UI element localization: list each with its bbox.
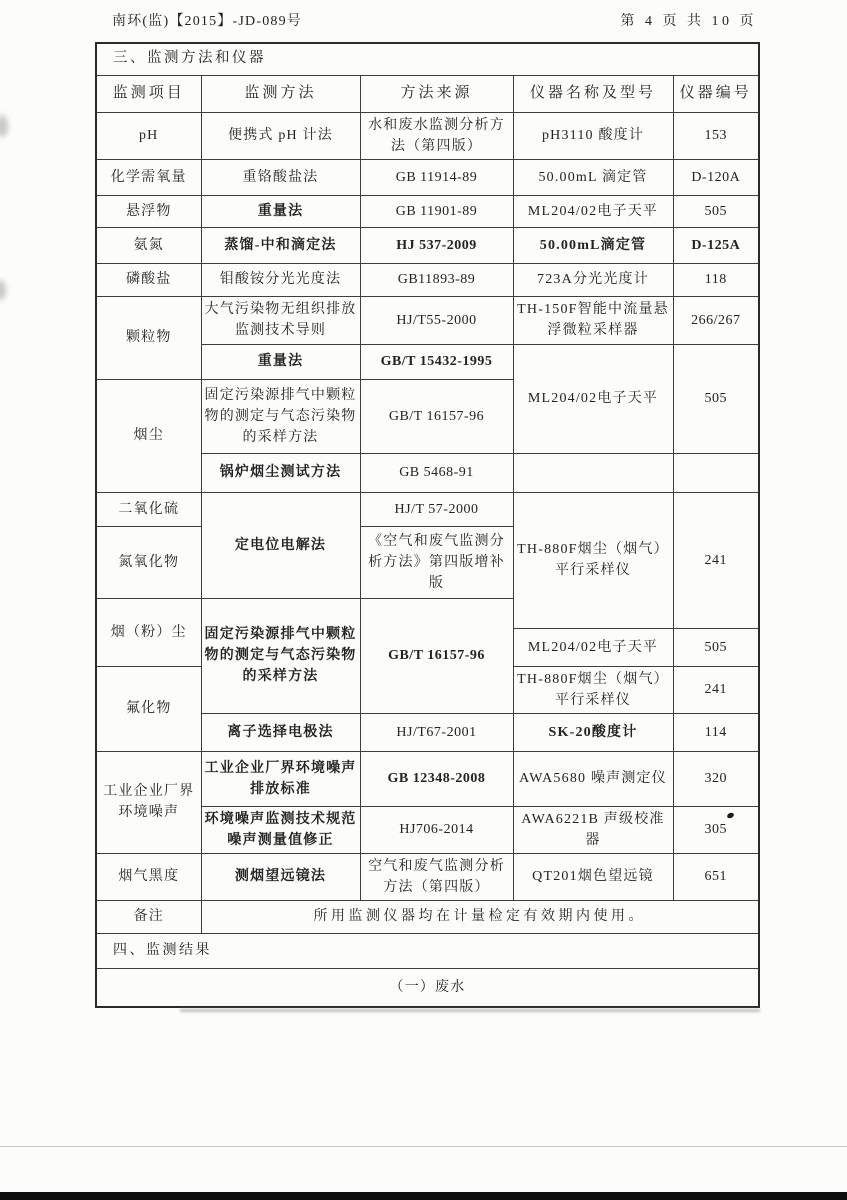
- cell-fluoride-item: 氟化物: [96, 666, 201, 751]
- cell-ion-instrument: SK-20酸度计: [513, 713, 673, 751]
- table-row: [96, 296, 759, 344]
- cell-ion-source: HJ/T67-2001: [360, 713, 513, 751]
- cell-so2-method: 定电位电解法: [201, 492, 360, 598]
- cell-blackness-number: 651: [673, 853, 759, 900]
- header-instrument: 仪器名称及型号: [513, 75, 673, 112]
- cell-boiler-source: GB 5468-91: [360, 453, 513, 492]
- cell-soot-source: GB/T 16157-96: [360, 379, 513, 453]
- cell-soot-item: 烟尘: [96, 379, 201, 492]
- cell-blackness-source: 空气和废气监测分析方法（第四版）: [360, 853, 513, 900]
- cell-blackness-method: 测烟望远镜法: [201, 853, 360, 900]
- cell-ph-method: 便携式 pH 计法: [201, 112, 360, 159]
- cell-cod-instrument: 50.00mL 滴定管: [513, 159, 673, 195]
- cell-nh3-method: 蒸馏-中和滴定法: [201, 227, 360, 263]
- cell-nh3-instrument: 50.00mL滴定管: [513, 227, 673, 263]
- cell-pm-method: 大气污染物无组织排放监测技术导则: [201, 296, 360, 344]
- cell-pm2-source: GB/T 15432-1995: [360, 344, 513, 379]
- cell-ph-instrument: pH3110 酸度计: [513, 112, 673, 159]
- cell-boiler-instrument-empty: [513, 453, 673, 492]
- cell-boiler-method: 锅炉烟尘测试方法: [201, 453, 360, 492]
- cell-noise-number: 320: [673, 751, 759, 806]
- cell-cod-source: GB 11914-89: [360, 159, 513, 195]
- remark-text: 所用监测仪器均在计量检定有效期内使用。: [201, 900, 759, 933]
- cell-fluoride-number: 241: [673, 666, 759, 713]
- cell-so2-item: 二氧化硫: [96, 492, 201, 526]
- cell-ion-number: 114: [673, 713, 759, 751]
- page-indicator: 第 4 页 共 10 页: [620, 14, 757, 29]
- cell-noise2-number: 305: [673, 806, 759, 853]
- cell-dust-source: GB/T 16157-96: [360, 598, 513, 713]
- cell-noise2-method: 环境噪声监测技术规范噪声测量值修正: [201, 806, 360, 853]
- cell-so2-source: HJ/T 57-2000: [360, 492, 513, 526]
- cell-ph-item: pH: [96, 112, 201, 159]
- scan-smudge: [0, 280, 6, 300]
- cell-ion-method: 离子选择电极法: [201, 713, 360, 751]
- cell-so2-number: 241: [673, 492, 759, 628]
- cell-blackness-instrument: QT201烟色望远镜: [513, 853, 673, 900]
- cell-fluoride-instrument: TH-880F烟尘（烟气）平行采样仪: [513, 666, 673, 713]
- cell-cod-method: 重铬酸盐法: [201, 159, 360, 195]
- scan-smudge: [0, 115, 8, 137]
- table-row: [96, 751, 759, 806]
- section3-title: 三、监测方法和仪器: [96, 43, 759, 75]
- scan-bottom-bar: [0, 1192, 847, 1200]
- cell-ss-instrument: ML204/02电子天平: [513, 195, 673, 227]
- cell-ss-method: 重量法: [201, 195, 360, 227]
- table-row: [96, 112, 759, 159]
- cell-soot-method: 固定污染源排气中颗粒物的测定与气态污染物的采样方法: [201, 379, 360, 453]
- section3-title-row: [96, 43, 759, 75]
- cell-pm2-method: 重量法: [201, 344, 360, 379]
- cell-nh3-item: 氨氮: [96, 227, 201, 263]
- cell-pm2-instrument: ML204/02电子天平: [513, 344, 673, 453]
- cell-so2-instrument: TH-880F烟尘（烟气）平行采样仪: [513, 492, 673, 628]
- table-header-row: [96, 75, 759, 112]
- cell-nox-item: 氮氧化物: [96, 526, 201, 598]
- header-method: 监测方法: [201, 75, 360, 112]
- cell-ph-number: 153: [673, 112, 759, 159]
- table-row: [96, 263, 759, 296]
- header-item: 监测项目: [96, 75, 201, 112]
- cell-pm-instrument: TH-150F智能中流量悬浮微粒采样器: [513, 296, 673, 344]
- table-row: [96, 492, 759, 526]
- cell-pm-item: 颗粒物: [96, 296, 201, 379]
- cell-ss-number: 505: [673, 195, 759, 227]
- cell-cod-item: 化学需氧量: [96, 159, 201, 195]
- table-row: [96, 853, 759, 900]
- section4-subsection: （一）废水: [96, 968, 759, 1007]
- remark-row: [96, 900, 759, 933]
- cell-pm-number: 266/267: [673, 296, 759, 344]
- cell-noise2-source: HJ706-2014: [360, 806, 513, 853]
- monitoring-methods-table: [95, 42, 760, 1008]
- remark-label: 备注: [96, 900, 201, 933]
- cell-po4-method: 钼酸铵分光光度法: [201, 263, 360, 296]
- cell-noise2-instrument: AWA6221B 声级校准器: [513, 806, 673, 853]
- cell-po4-source: GB11893-89: [360, 263, 513, 296]
- header-number: 仪器编号: [673, 75, 759, 112]
- section4-subsection-row: [96, 968, 759, 1007]
- cell-ph-source: 水和废水监测分析方法（第四版）: [360, 112, 513, 159]
- scan-edge-line: [0, 1146, 847, 1147]
- monitoring-table-wrapper: [95, 42, 760, 1012]
- cell-dust2-instrument: ML204/02电子天平: [513, 628, 673, 666]
- cell-po4-number: 118: [673, 263, 759, 296]
- cell-noise-item: 工业企业厂界环境噪声: [96, 751, 201, 853]
- cell-po4-item: 磷酸盐: [96, 263, 201, 296]
- header-source: 方法来源: [360, 75, 513, 112]
- cell-nox-source: 《空气和废气监测分析方法》第四版增补版: [360, 526, 513, 598]
- cell-cod-number: D-120A: [673, 159, 759, 195]
- cell-po4-instrument: 723A分光光度计: [513, 263, 673, 296]
- table-row: [96, 159, 759, 195]
- cell-dust-method: 固定污染源排气中颗粒物的测定与气态污染物的采样方法: [201, 598, 360, 713]
- cell-ss-item: 悬浮物: [96, 195, 201, 227]
- cell-blackness-item: 烟气黑度: [96, 853, 201, 900]
- cell-dust2-number: 505: [673, 628, 759, 666]
- cell-boiler-number-empty: [673, 453, 759, 492]
- cell-noise-source: GB 12348-2008: [360, 751, 513, 806]
- table-row: [96, 195, 759, 227]
- cell-pm-source: HJ/T55-2000: [360, 296, 513, 344]
- cell-nh3-number: D-125A: [673, 227, 759, 263]
- cell-noise-instrument: AWA5680 噪声测定仪: [513, 751, 673, 806]
- cell-nh3-source: HJ 537-2009: [360, 227, 513, 263]
- cell-dust-item: 烟（粉）尘: [96, 598, 201, 666]
- section4-title: 四、监测结果: [96, 933, 759, 968]
- cell-noise-method: 工业企业厂界环境噪声排放标准: [201, 751, 360, 806]
- cell-ss-source: GB 11901-89: [360, 195, 513, 227]
- cell-pm2-number: 505: [673, 344, 759, 453]
- table-row: [96, 227, 759, 263]
- document-number: 南环(监)【2015】-JD-089号: [112, 14, 303, 29]
- section4-title-row: [96, 933, 759, 968]
